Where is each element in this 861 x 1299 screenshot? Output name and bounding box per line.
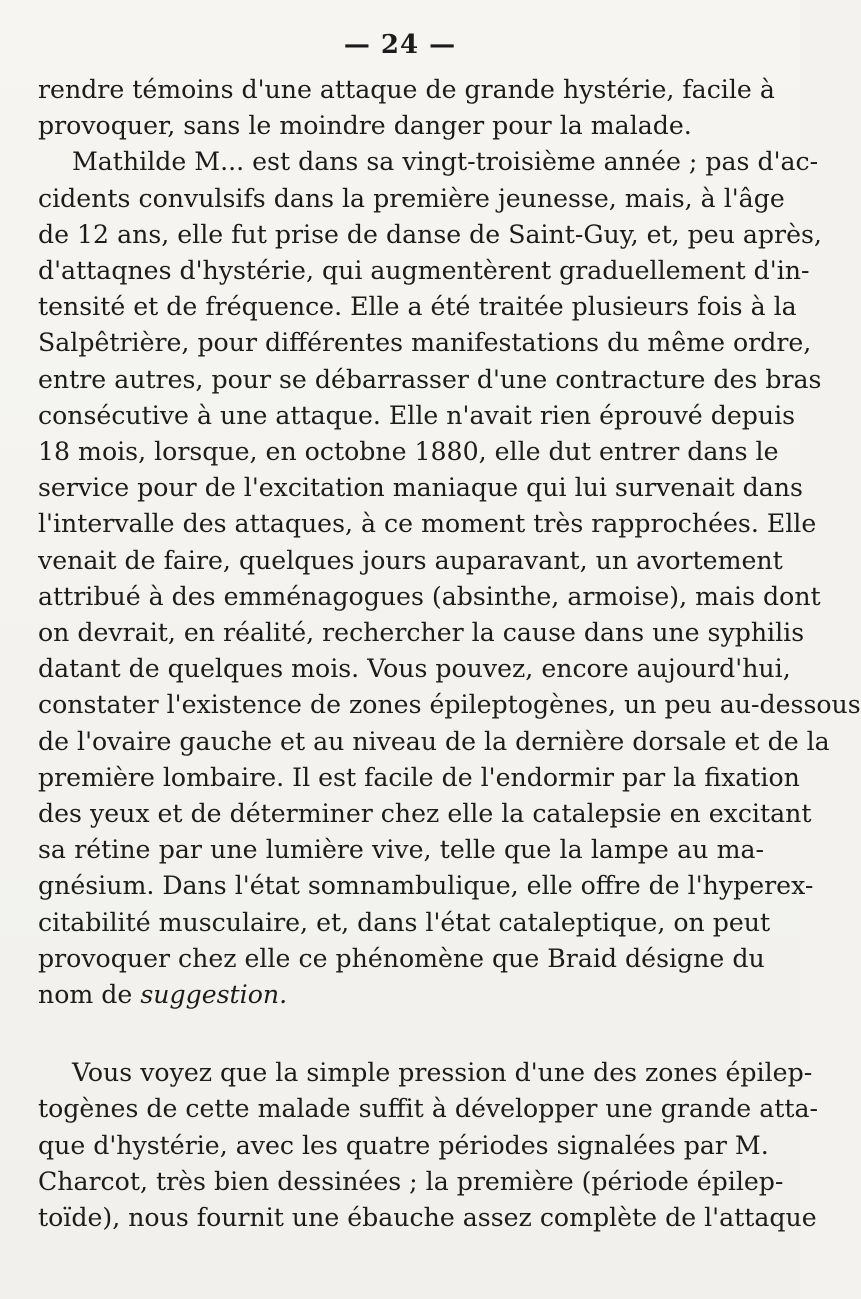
- italic-term: suggestion.: [140, 980, 288, 1010]
- body-text: [38, 72, 861, 1236]
- text-line: togènes de cette malade suffit à développer une grande atta-: [38, 1094, 819, 1124]
- text-line: constater l'existence de zones épileptogènes, un peu au-dessous: [38, 690, 861, 720]
- text-line: on devrait, en réalité, rechercher la cause dans une syphilis: [38, 618, 805, 648]
- text-line: d'attaqnes d'hystérie, qui augmentèrent graduellement d'in-: [38, 256, 810, 286]
- paragraph-gap: [38, 1013, 764, 1055]
- paragraph-continuation: [38, 72, 775, 144]
- text-line: l'intervalle des attaques, à ce moment très rapprochées. Elle: [38, 509, 817, 539]
- text-line: provoquer chez elle ce phénomène que Braid désigne du: [38, 943, 765, 973]
- text-line: tensité et de fréquence. Elle a été traitée plusieurs fois à la: [38, 292, 797, 322]
- text-line: venait de faire, quelques jours auparavant, un avortement: [38, 545, 783, 575]
- text-line: Charcot, très bien dessinées ; la première (période épilep-: [38, 1166, 784, 1196]
- text-line: rendre témoins d'une attaque de grande hystérie, facile à: [38, 75, 775, 104]
- text-line: datant de quelques mois. Vous pouvez, encore aujourd'hui,: [38, 654, 791, 684]
- text-line: service pour de l'excitation maniaque qui lui survenait dans: [38, 473, 803, 503]
- text-line: gnésium. Dans l'état somnambulique, elle offre de l'hyperex-: [38, 871, 814, 901]
- text-line: que d'hystérie, avec les quatre périodes signalées par M.: [38, 1130, 769, 1160]
- final-line-prefix: nom de: [38, 980, 141, 1010]
- text-line: entre autres, pour se débarrasser d'une contracture des bras: [38, 364, 822, 394]
- text-line-final: [38, 977, 764, 1013]
- text-line: des yeux et de déterminer chez elle la catalepsie en excitant: [38, 799, 812, 829]
- text-line: cidents convulsifs dans la première jeunesse, mais, à l'âge: [38, 183, 785, 213]
- text-line: de l'ovaire gauche et au niveau de la dernière dorsale et de la: [38, 726, 830, 756]
- text-line: consécutive à une attaque. Elle n'avait rien éprouvé depuis: [38, 400, 796, 430]
- text-line: 18 mois, lorsque, en octobne 1880, elle dut entrer dans le: [38, 437, 779, 467]
- text-line: sa rétine par une lumière vive, telle que la lampe au ma-: [38, 835, 764, 865]
- text-line: citabilité musculaire, et, dans l'état cataleptique, on peut: [38, 907, 771, 937]
- text-line: première lombaire. Il est facile de l'endormir par la fixation: [38, 762, 800, 792]
- paragraph-attack-description: [38, 1055, 819, 1236]
- text-line: de 12 ans, elle fut prise de danse de Saint-Guy, et, peu après,: [38, 219, 822, 249]
- text-line: toïde), nous fournit une ébauche assez complète de l'attaque: [38, 1203, 817, 1233]
- text-line: Salpêtrière, pour différentes manifestations du même ordre,: [38, 328, 812, 358]
- text-line: provoquer, sans le moindre danger pour la malade.: [38, 111, 692, 141]
- text-line: attribué à des emménagogues (absinthe, armoise), mais dont: [38, 581, 821, 611]
- page-number: — 24 —: [343, 30, 457, 60]
- paragraph-case-description: [38, 144, 861, 1013]
- text-line: Mathilde M... est dans sa vingt-troisième année ; pas d'ac-: [72, 147, 819, 177]
- text-line: Vous voyez que la simple pression d'une des zones épilep-: [72, 1058, 813, 1088]
